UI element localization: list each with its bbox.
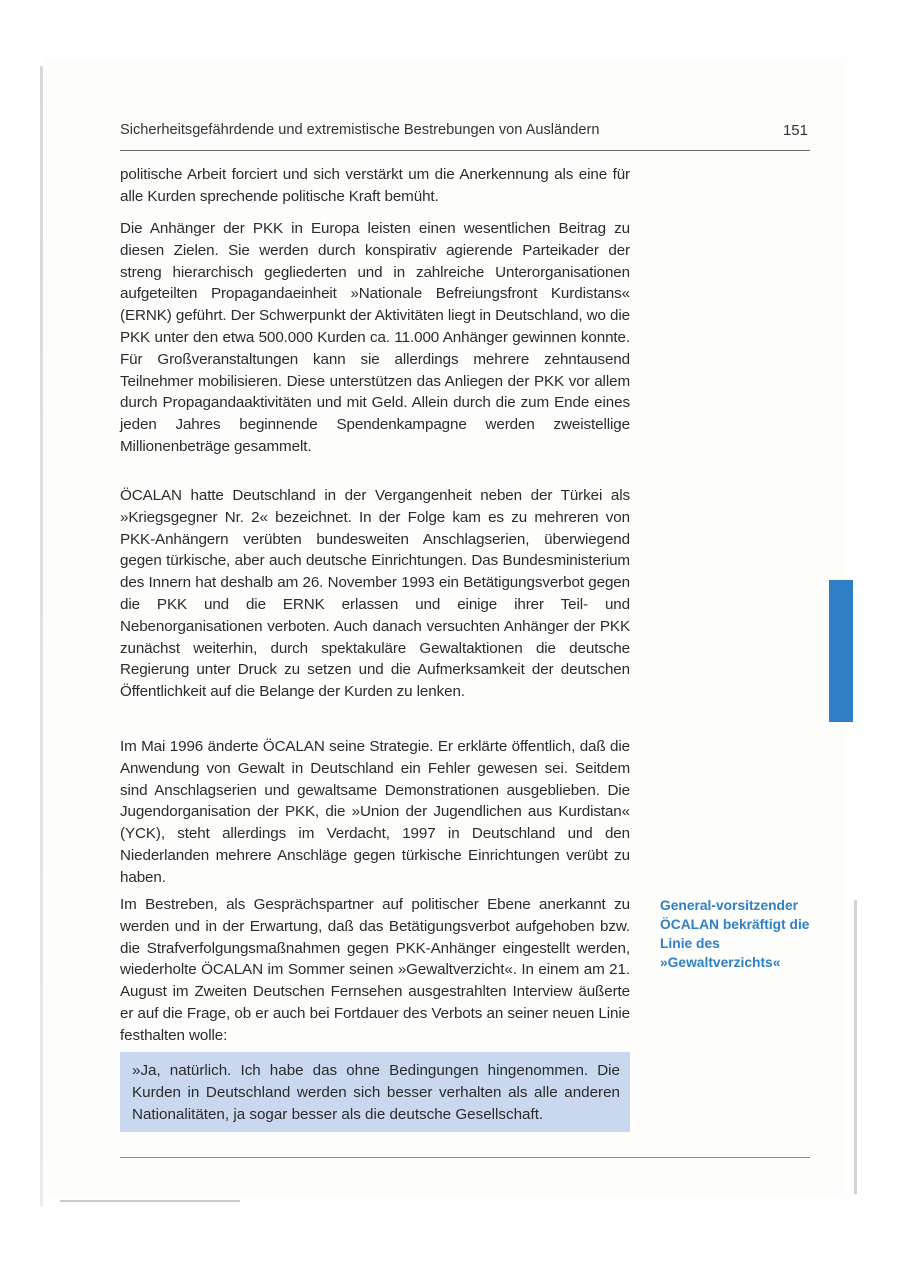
- margin-note: General-vorsitzender ÖCALAN bekräftigt die Linie des »Gewaltverzichts«: [660, 898, 810, 970]
- page-bottom-edge: [60, 1200, 240, 1202]
- paragraph-1: politische Arbeit forciert und sich verstärkt um die Anerkennung als eine für alle Kurden sprechende politische Kraft bemüht.: [120, 166, 630, 205]
- paragraph-2: Die Anhänger der PKK in Europa leisten einen wesentlichen Beitrag zu diesen Zielen. Sie werden durch konspirativ agierende Parteikader der streng hierarchisch gegliederten und in zahlreiche Unterorganisationen aufgeteilten Propagandaeinheit »Nationale Befreiungsfront Kurdistans« (ERNK) geführt. Der Schwerpunkt der Aktivitäten liegt in Deutschland, wo die PKK unter den etwa 500.000 Kurden ca. 11.000 Anhänger gewinnen konnte. Für Großveranstaltungen kann sie allerdings mehrere zehntausend Teilnehmer mobilisieren. Diese unterstützen das Anliegen der PKK vor allem durch Propagandaaktivitäten und mit Geld. Allein durch die zum Ende eines jeden Jahres beginnende Spendenkampagne werden zweistellige Millionenbeträge gesammelt.: [120, 220, 630, 455]
- page-number: 151: [782, 122, 808, 139]
- paragraph-5: Im Bestreben, als Gesprächspartner auf politischer Ebene anerkannt zu werden und in der Erwartung, daß das Betätigungsverbot aufgehoben bzw. die Strafverfolgungsmaßnahmen gegen PKK-Anhänger eingestellt werden, wiederholte ÖCALAN im Sommer seinen »Gewaltverzicht«. In einem am 21. August im Zweiten Deutschen Fernsehen ausgestrahlten Interview äußerte er auf die Frage, ob er auch bei Fortdauer des Verbots an seiner neuen Linie festhalten wolle:: [120, 896, 630, 1044]
- running-header: [120, 122, 808, 148]
- page-left-edge: [40, 66, 43, 1206]
- header-rule: [120, 150, 810, 151]
- chapter-thumb-tab: [829, 580, 853, 722]
- paragraph-4: Im Mai 1996 änderte ÖCALAN seine Strategie. Er erklärte öffentlich, daß die Anwendung von Gewalt in Deutschland ein Fehler gewesen sei. Seitdem sind Anschlagserien und gewaltsame Demonstrationen ausgeblieben. Die Jugendorganisation der PKK, die »Union der Jugendlichen aus Kurdistan« (YCK), steht allerdings im Verdacht, 1997 in Deutschland und den Niederlanden mehrere Anschläge gegen türkische Einrichtungen verübt zu haben.: [120, 738, 630, 886]
- page-right-edge: [854, 900, 857, 1194]
- paragraph-3: ÖCALAN hatte Deutschland in der Vergangenheit neben der Türkei als »Kriegsgegner Nr. 2« bezeichnet. In der Folge kam es zu mehreren von PKK-Anhängern verübten bundesweiten Anschlagserien, überwiegend gegen türkische, aber auch deutsche Einrichtungen. Das Bundesministerium des Innern hat deshalb am 26. November 1993 ein Betätigungsverbot gegen die PKK und die ERNK erlassen und einige ihrer Teil- und Nebenorganisationen verboten. Auch danach versuchten Anhänger der PKK zunächst weiterhin, durch spektakuläre Gewaltaktionen die deutsche Regierung unter Druck zu setzen und die Aufmerksamkeit der deutschen Öffentlichkeit auf die Belange der Kurden zu lenken.: [120, 487, 630, 701]
- footer-rule: [120, 1157, 810, 1158]
- quote-text: »Ja, natürlich. Ich habe das ohne Bedingungen hingenommen. Die Kurden in Deutschland werden sich besser verhalten als alle anderen Nationalitäten, ja sogar besser als die deutsche Gesellschaft.: [132, 1062, 620, 1123]
- header-title: Sicherheitsgefährdende und extremistische Bestrebungen von Ausländern: [120, 122, 600, 138]
